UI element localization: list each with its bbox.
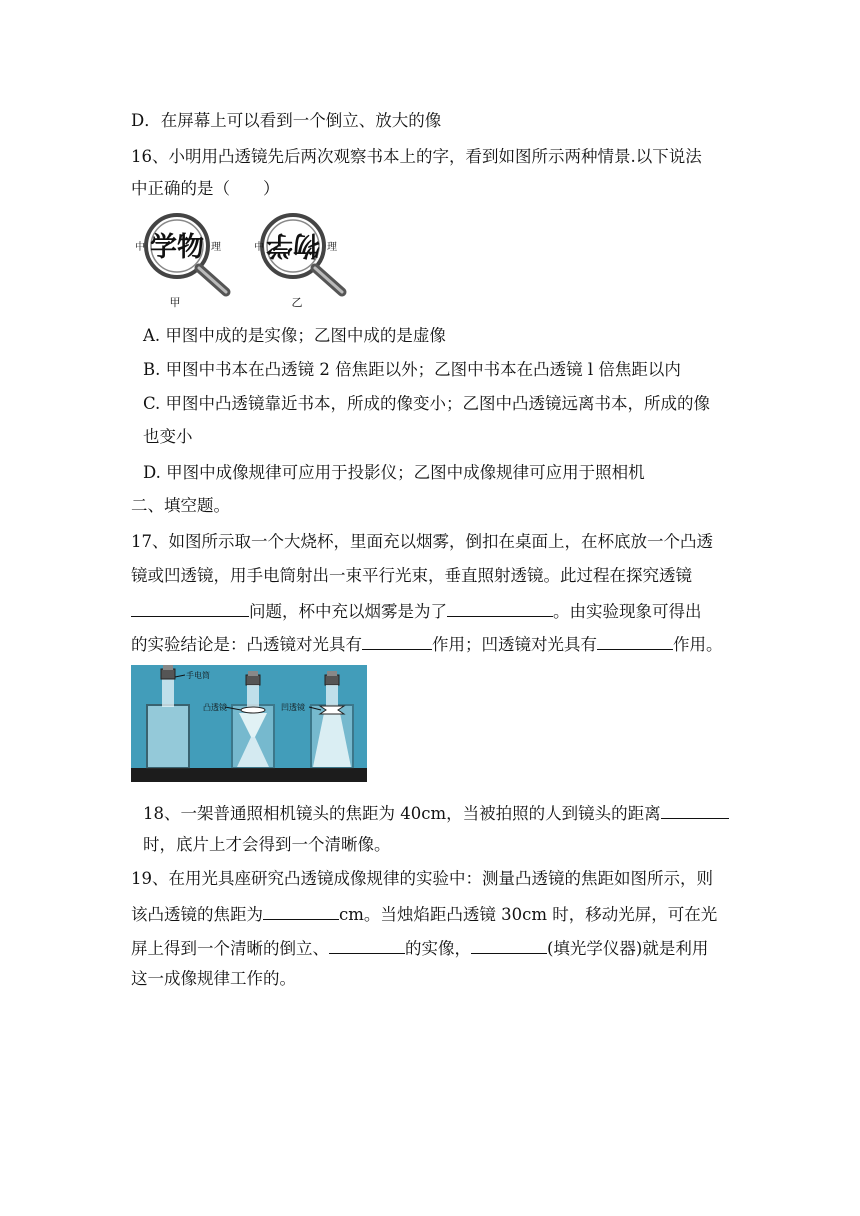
- q19-line3-text-b: 的实像，: [405, 939, 471, 958]
- q17-line3-text-b: 。由实验现象可得出: [553, 602, 702, 621]
- table-surface: [131, 768, 367, 782]
- q16-stem-line2: 中正确的是（ ）: [131, 179, 280, 198]
- q16-option-c-line2: 也变小: [143, 427, 193, 446]
- magnifier-left-side-left: 中: [135, 242, 145, 253]
- q17-blank-1[interactable]: [131, 598, 249, 617]
- section-title-fill-in: 二、填空题。: [131, 496, 230, 515]
- flashlight-3-icon: [325, 671, 339, 685]
- magnifier-right-side-right: 理: [327, 242, 337, 253]
- magnifier-left-text: 学物: [150, 232, 204, 263]
- caption-jia: 甲: [169, 296, 181, 309]
- q17-line4: [131, 631, 723, 656]
- label-flashlight: 手电筒: [186, 671, 210, 680]
- q17-blank-3[interactable]: [362, 631, 432, 650]
- q19-blank-instrument[interactable]: [471, 935, 547, 954]
- magnifier-left-side-right: 理: [211, 242, 221, 253]
- q19-blank-image-type[interactable]: [329, 935, 405, 954]
- q19-line2: [131, 901, 717, 926]
- q15-option-d: D．在屏幕上可以看到一个倒立、放大的像: [131, 111, 442, 130]
- magnifier-right-text: 物学: [266, 229, 320, 260]
- q17-beaker-figure: [131, 665, 367, 782]
- caption-yi: 乙: [291, 296, 303, 309]
- q19-line2-text-b: cm。当烛焰距凸透镜 30cm 时，移动光屏，可在光: [339, 905, 718, 924]
- q19-line3-text-a: 屏上得到一个清晰的倒立、: [131, 939, 329, 958]
- flashlight-2-icon: [246, 671, 260, 685]
- q17-line1: 17、如图所示取一个大烧杯，里面充以烟雾，倒扣在桌面上，在杯底放一个凸透: [131, 532, 713, 551]
- q17-line2: 镜或凹透镜，用手电筒射出一束平行光束，垂直照射透镜。此过程在探究透镜: [131, 566, 692, 585]
- convex-lens-icon: [241, 707, 265, 713]
- q17-blank-2[interactable]: [447, 598, 553, 617]
- q17-line3: [131, 598, 702, 623]
- q16-option-d: D. 甲图中成像规律可应用于投影仪；乙图中成像规律可应用于照相机: [143, 463, 645, 482]
- beaker-1: [147, 705, 189, 768]
- q19-line1: 19、在用光具座研究凸透镜成像规律的实验中：测量凸透镜的焦距如图所示，则: [131, 869, 713, 888]
- q17-line3-text-a: 问题，杯中充以烟雾是为了: [249, 602, 447, 621]
- q19-line3: [131, 935, 708, 960]
- q18-blank-1[interactable]: [661, 800, 729, 819]
- q16-option-c-line1: C. 甲图中凸透镜靠近书本，所成的像变小；乙图中凸透镜远离书本，所成的像: [143, 394, 711, 413]
- q17-line4-text-b: 作用；凹透镜对光具有: [432, 635, 597, 654]
- q16-stem-line1: 16、小明用凸透镜先后两次观察书本上的字，看到如图所示两种情景.以下说法: [131, 147, 702, 166]
- q18-line1-text: 18、一架普通照相机镜头的焦距为 40cm，当被拍照的人到镜头的距离: [143, 804, 661, 823]
- flashlight-1-icon: [161, 665, 175, 679]
- q18-line1: [143, 800, 729, 825]
- q16-option-b: B. 甲图中书本在凸透镜 2 倍焦距以外；乙图中书本在凸透镜 l 倍焦距以内: [143, 360, 681, 379]
- label-concave-lens: 凹透镜: [281, 703, 305, 712]
- q19-line3-text-c: (填光学仪器)就是利用: [547, 939, 709, 958]
- q18-line2: 时，底片上才会得到一个清晰像。: [143, 835, 391, 854]
- label-convex-lens: 凸透镜: [203, 703, 227, 712]
- q19-line4: 这一成像规律工作的。: [131, 969, 296, 988]
- q19-line2-text-a: 该凸透镜的焦距为: [131, 905, 263, 924]
- q17-line4-text-a: 的实验结论是：凸透镜对光具有: [131, 635, 362, 654]
- q16-option-a: A. 甲图中成的是实像；乙图中成的是虚像: [143, 326, 446, 345]
- q16-magnifier-figure: [131, 210, 353, 310]
- q19-blank-focal[interactable]: [263, 901, 339, 920]
- q17-line4-text-c: 作用。: [673, 635, 723, 654]
- magnifier-right-side-left: 中: [254, 242, 264, 253]
- q17-blank-4[interactable]: [597, 631, 673, 650]
